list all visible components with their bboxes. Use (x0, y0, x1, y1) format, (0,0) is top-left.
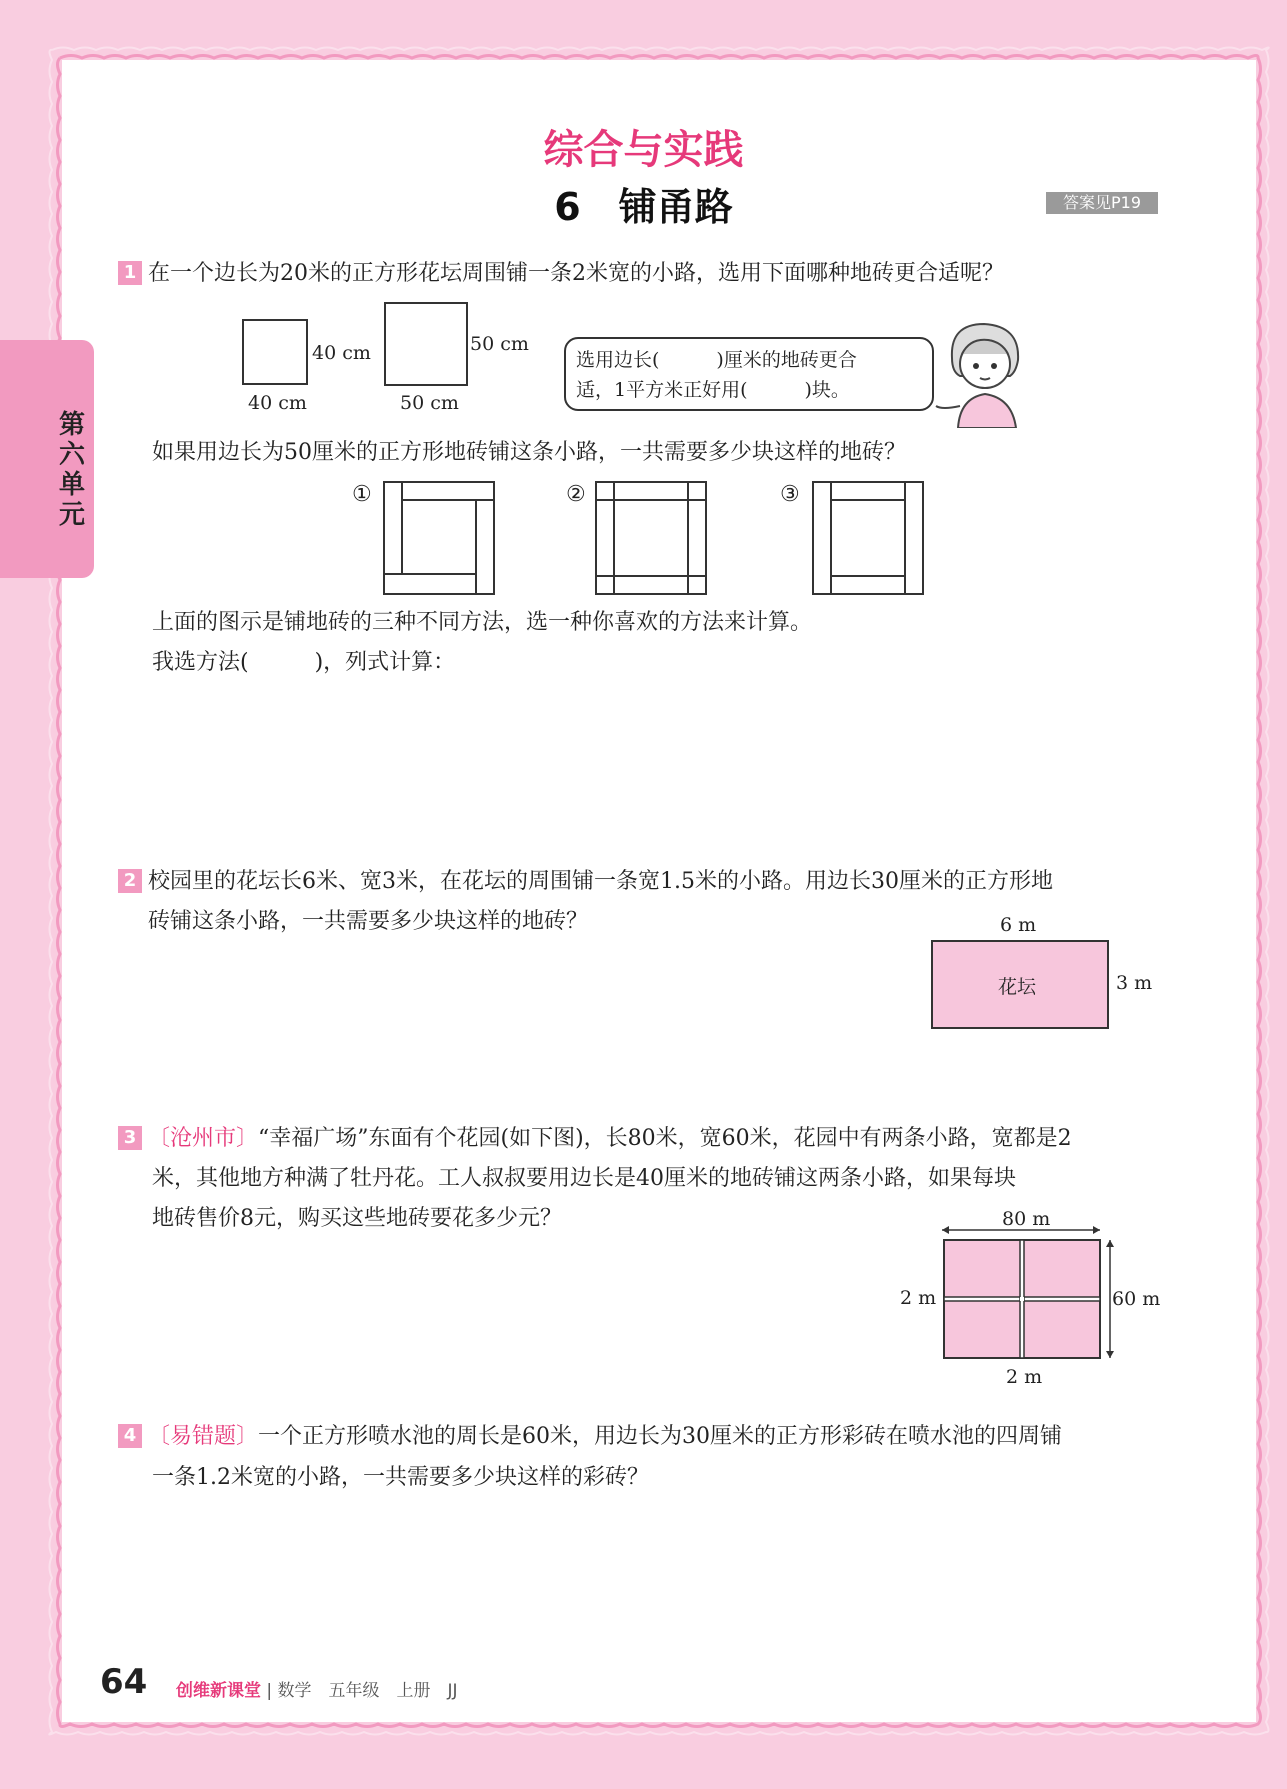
question-number-badge: 2 (118, 869, 142, 893)
question-number-badge: 3 (118, 1126, 142, 1150)
answer-reference-badge: 答案见P19 (1046, 192, 1158, 214)
book-info: | 数学 五年级 上册 JJ (266, 1681, 458, 1701)
question-4 (118, 1417, 1062, 1457)
method-3-label: ③ (780, 482, 800, 507)
garden-diagram (936, 1222, 1118, 1362)
tile-50cm-bottom-label: 50 cm (400, 392, 459, 414)
question-tag: 〔易错题〕 (148, 1424, 259, 1449)
page-number: 64 (100, 1662, 148, 1702)
flowerbed-width-label: 3 m (1116, 972, 1153, 994)
question-tag: 〔沧州市〕 (148, 1126, 259, 1151)
brand-name: 创维新课堂 (176, 1681, 261, 1701)
method-2-diagram (595, 481, 707, 595)
flowerbed-label: 花坛 (998, 976, 1037, 998)
question-1-followup: 如果用边长为50厘米的正方形地砖铺这条小路，一共需要多少块这样的地砖？ (152, 440, 906, 465)
question-3-line-3: 地砖售价8元，购买这些地砖要花多少元？ (152, 1206, 562, 1231)
question-1-instruction: 上面的图示是铺地砖的三种不同方法，选一种你喜欢的方法来计算。 (152, 610, 813, 635)
speech-bubble-line-2: 适，1平方米正好用( )块。 (576, 379, 850, 401)
flowerbed-length-label: 6 m (1000, 914, 1037, 936)
question-2 (118, 862, 1053, 902)
path-width-left-label: 2 m (900, 1287, 937, 1309)
question-number-badge: 1 (118, 261, 142, 285)
tile-40cm (242, 319, 308, 385)
question-1-text: 在一个边长为20米的正方形花坛周围铺一条2米宽的小路，选用下面哪种地砖更合适呢？ (148, 261, 1004, 286)
question-1 (118, 254, 1004, 294)
method-1-label: ① (352, 482, 372, 507)
tile-40cm-side-label: 40 cm (312, 342, 371, 364)
question-2-line-2: 砖铺这条小路，一共需要多少块这样的地砖？ (148, 909, 589, 934)
unit-label: 第六单元 (58, 410, 85, 530)
tile-50cm-side-label: 50 cm (470, 333, 529, 355)
method-3-diagram (812, 481, 924, 595)
tile-40cm-bottom-label: 40 cm (248, 392, 307, 414)
question-number-badge: 4 (118, 1424, 142, 1448)
question-4-line-2: 一条1.2米宽的小路，一共需要多少块这样的彩砖？ (152, 1465, 649, 1490)
garden-width-label: 60 m (1112, 1288, 1161, 1310)
path-width-bottom-label: 2 m (1006, 1366, 1043, 1388)
footer-info (176, 1676, 458, 1701)
garden-length-label: 80 m (1002, 1208, 1051, 1230)
method-2-label: ② (566, 482, 586, 507)
question-3-line-2: 米，其他地方种满了牡丹花。工人叔叔要用边长是40厘米的地砖铺这两条小路，如果每块 (152, 1166, 1016, 1191)
question-3-line-1: “幸福广场”东面有个花园(如下图)，长80米，宽60米，花园中有两条小路，宽都是2 (258, 1126, 1072, 1151)
question-4-line-1: 一个正方形喷水池的周长是60米，用边长为30厘米的正方形彩砖在喷水池的四周铺 (258, 1424, 1063, 1449)
section-title: 综合与实践 (543, 127, 744, 173)
question-1-answer-prompt: 我选方法( )，列式计算： (152, 650, 456, 675)
question-2-line-1: 校园里的花坛长6米、宽3米，在花坛的周围铺一条宽1.5米的小路。用边长30厘米的正方形地 (148, 869, 1053, 894)
lesson-title: 6 铺甬路 (554, 185, 733, 229)
tile-50cm (384, 302, 468, 386)
question-3 (118, 1119, 1072, 1159)
cartoon-girl-icon (930, 318, 1040, 428)
method-1-diagram (383, 481, 495, 595)
speech-bubble (564, 337, 934, 411)
speech-bubble-line-1: 选用边长( )厘米的地砖更合 (576, 349, 857, 371)
